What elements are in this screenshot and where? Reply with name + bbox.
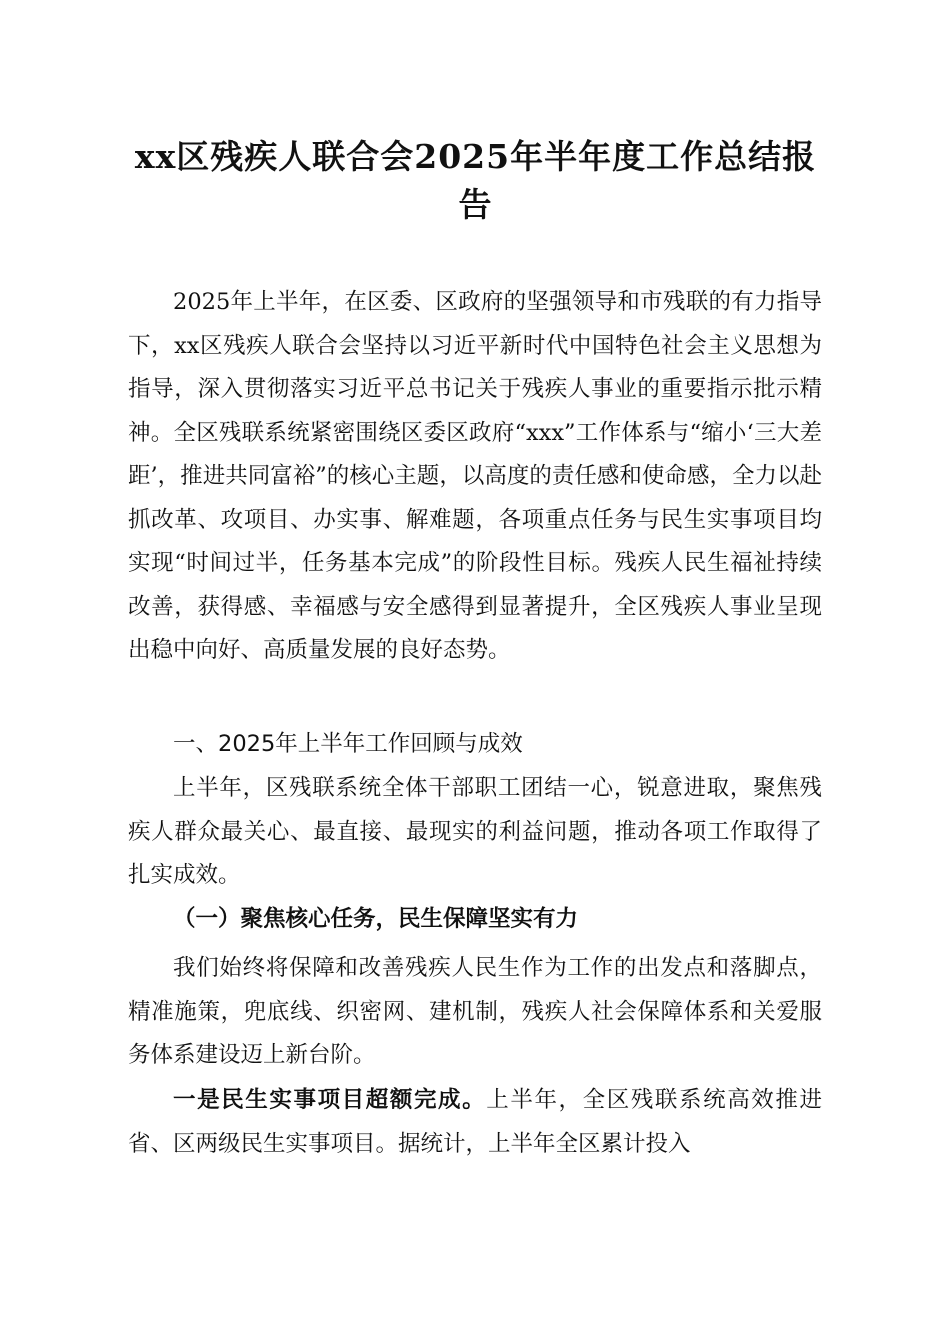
intro-paragraph: 2025年上半年，在区委、区政府的坚强领导和市残联的有力指导下，xx区残疾人联合会坚持以习近平新时代中国特色社会主义思想为指导，深入贯彻落实习近平总书记关于残疾人事业的重要指示批示精神。全区残联系统紧密围绕区委区政府“xxx”工作体系与“缩小‘三大差距’，推进共同富裕”的核心主题，以高度的责任感和使命感，全力以赴抓改革、攻项目、办实事、解难题，各项重点任务与民生实事项目均实现“时间过半，任务基本完成”的阶段性目标。残疾人民生福祉持续改善，获得感、幸福感与安全感得到显著提升，全区残疾人事业呈现出稳中向好、高质量发展的良好态势。 [128, 289, 822, 663]
item-paragraph [128, 1079, 822, 1166]
subsection-paragraph: 我们始终将保障和改善残疾人民生作为工作的出发点和落脚点，精准施策，兜底线、织密网、建机制，残疾人社会保障体系和关爱服务体系建设迈上新台阶。 [128, 955, 822, 1068]
subsection-heading: （一）聚焦核心任务，民生保障坚实有力 [173, 906, 579, 932]
item-lead: 一是民生实事项目超额完成。 [173, 1087, 487, 1113]
section-heading: 一、2025年上半年工作回顾与成效 [173, 731, 523, 757]
section-paragraph: 上半年，区残联系统全体干部职工团结一心，锐意进取，聚焦残疾人群众最关心、最直接、最现实的利益问题，推动各项工作取得了扎实成效。 [128, 775, 822, 888]
item-text: 上半年，全区残联系统高效推进省、区两级民生实事项目。据统计，上半年全区累计投入 [128, 1087, 822, 1157]
document-title: xx区残疾人联合会2025年半年度工作总结报告 [134, 137, 817, 224]
